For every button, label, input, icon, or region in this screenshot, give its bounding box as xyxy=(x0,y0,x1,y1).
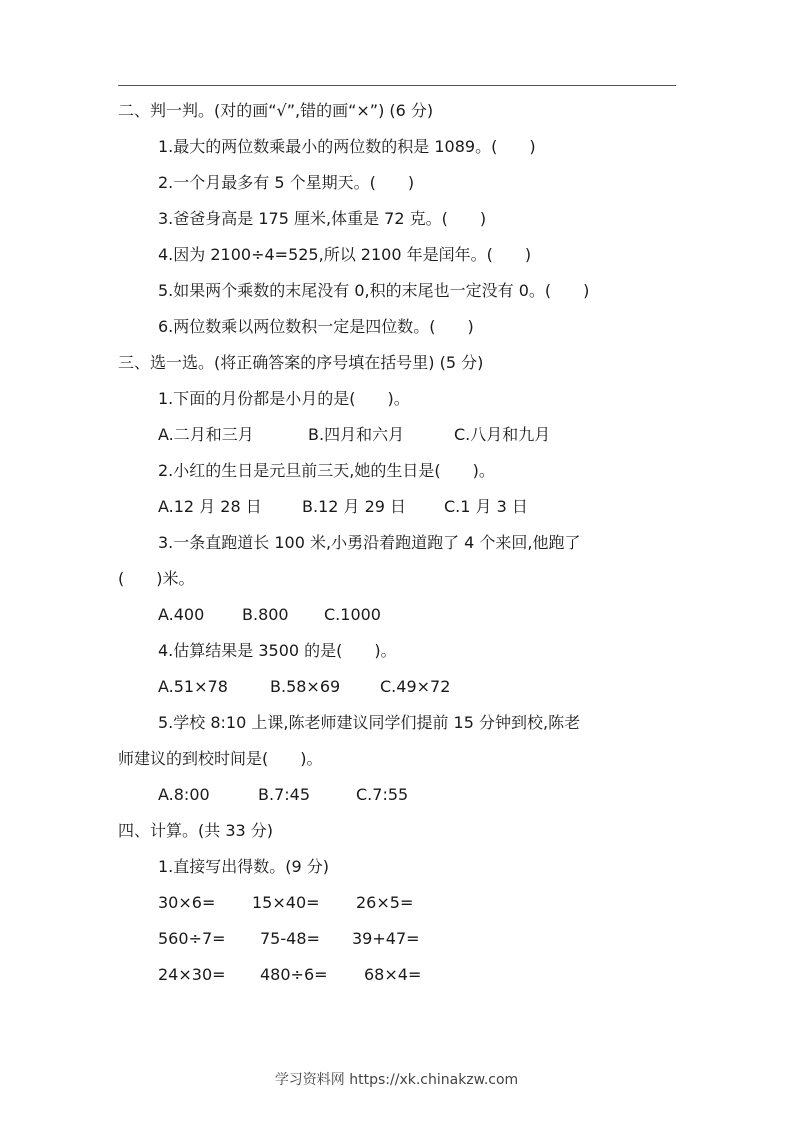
choose-q3-stem-cont: ( )米。 xyxy=(118,569,195,588)
option-a: A.51×78 xyxy=(158,677,228,696)
option-c: C.八月和九月 xyxy=(454,425,551,444)
section-heading-choose: 三、选一选。(将正确答案的序号填在括号里) (5 分) xyxy=(118,353,484,372)
calc-problem: 560÷7= xyxy=(158,929,226,948)
judge-item-5: 5.如果两个乘数的末尾没有 0,积的末尾也一定没有 0。( ) xyxy=(158,281,590,300)
choose-q2-stem: 2.小红的生日是元旦前三天,她的生日是( )。 xyxy=(158,461,495,480)
calc-problem: 480÷6= xyxy=(260,965,328,984)
option-c: C.7:55 xyxy=(356,785,409,804)
choose-q4-options xyxy=(118,672,678,708)
judge-item-1: 1.最大的两位数乘最小的两位数的积是 1089。( ) xyxy=(158,137,536,156)
site-footer: 学习资料网 https://xk.chinakzw.com xyxy=(274,1072,519,1088)
choose-q5-options xyxy=(118,780,678,816)
section-heading-calc: 四、计算。(共 33 分) xyxy=(118,821,274,840)
option-a: A.12 月 28 日 xyxy=(158,497,262,516)
option-b: B.58×69 xyxy=(270,677,341,696)
judge-item-6: 6.两位数乘以两位数积一定是四位数。( ) xyxy=(158,317,474,336)
worksheet-content xyxy=(118,96,678,996)
calc-row-1 xyxy=(118,888,678,924)
option-c: C.1 月 3 日 xyxy=(444,497,528,516)
option-a: A.400 xyxy=(158,605,205,624)
calc-problem: 68×4= xyxy=(364,965,422,984)
calc-problem: 26×5= xyxy=(356,893,414,912)
judge-item-3: 3.爸爸身高是 175 厘米,体重是 72 克。( ) xyxy=(158,209,487,228)
calc-problem: 39+47= xyxy=(352,929,420,948)
calc-problem: 15×40= xyxy=(252,893,320,912)
calc-problem: 30×6= xyxy=(158,893,216,912)
section-heading-judge: 二、判一判。(对的画“√”,错的画“×”) (6 分) xyxy=(118,101,434,120)
choose-q3-stem: 3.一条直跑道长 100 米,小勇沿着跑道跑了 4 个来回,他跑了 xyxy=(158,533,581,552)
calc-row-3 xyxy=(118,960,678,996)
judge-item-4: 4.因为 2100÷4=525,所以 2100 年是闰年。( ) xyxy=(158,245,532,264)
calc-problem: 75-48= xyxy=(260,929,320,948)
choose-q3-options xyxy=(118,600,678,636)
option-b: B.12 月 29 日 xyxy=(302,497,407,516)
option-a: A.8:00 xyxy=(158,785,210,804)
judge-item-2: 2.一个月最多有 5 个星期天。( ) xyxy=(158,173,415,192)
calc-subheading: 1.直接写出得数。(9 分) xyxy=(158,857,330,876)
option-b: B.四月和六月 xyxy=(308,425,405,444)
choose-q5-stem: 5.学校 8:10 上课,陈老师建议同学们提前 15 分钟到校,陈老 xyxy=(158,713,581,732)
choose-q4-stem: 4.估算结果是 3500 的是( )。 xyxy=(158,641,397,660)
calc-row-2 xyxy=(118,924,678,960)
header-rule xyxy=(118,85,676,86)
option-a: A.二月和三月 xyxy=(158,425,254,444)
option-b: B.7:45 xyxy=(258,785,310,804)
choose-q1-stem: 1.下面的月份都是小月的是( )。 xyxy=(158,389,410,408)
option-b: B.800 xyxy=(242,605,289,624)
option-c: C.49×72 xyxy=(380,677,451,696)
choose-q2-options xyxy=(118,492,678,528)
choose-q1-options xyxy=(118,420,678,456)
option-c: C.1000 xyxy=(324,605,381,624)
choose-q5-stem-cont: 师建议的到校时间是( )。 xyxy=(118,749,323,768)
calc-problem: 24×30= xyxy=(158,965,226,984)
